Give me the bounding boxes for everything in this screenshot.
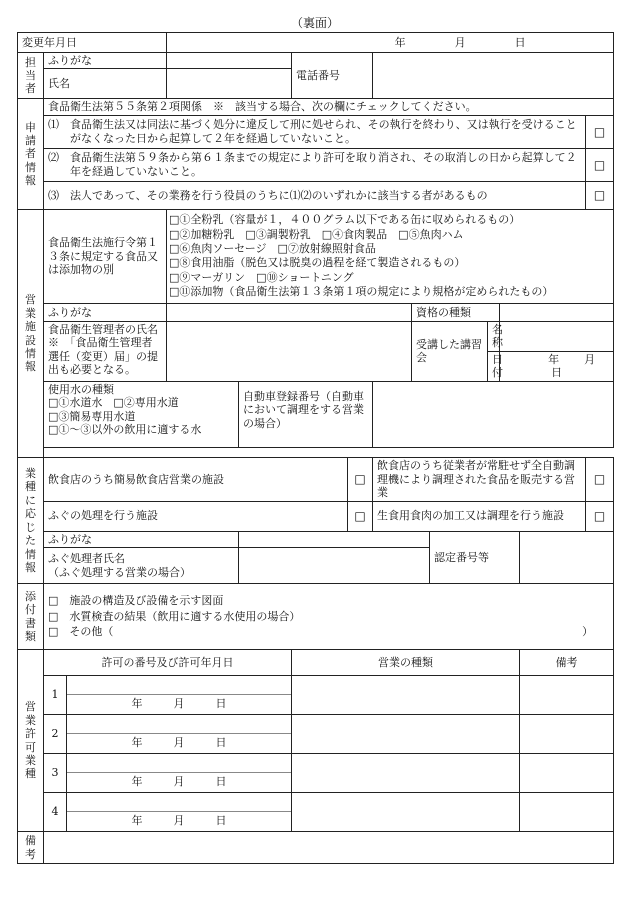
person-furigana-row: [18, 53, 614, 69]
applicant-item-1: [18, 115, 614, 148]
change-date-field[interactable]: [167, 33, 614, 53]
permit-type-field[interactable]: [292, 715, 520, 754]
checkbox[interactable]: □: [348, 501, 373, 531]
water-label: 使用水の種類: [48, 382, 114, 396]
person-furigana-label: ふりがな: [44, 53, 167, 69]
permit-label: 営 業 許 可 業 種: [18, 650, 44, 832]
attachments-label: 添 付 書 類: [18, 584, 44, 650]
attachment-item[interactable]: □ 施設の構造及び設備を示す図面: [48, 593, 224, 607]
permit-remarks-field[interactable]: [520, 793, 614, 832]
permit-row: [18, 715, 614, 754]
person-name-field[interactable]: [167, 69, 292, 99]
fugu-facility-label: ふぐの処理を行う施設: [44, 501, 348, 531]
person-in-charge-label: 担 当 者: [18, 53, 44, 99]
simple-restaurant-label: 飲食店のうち簡易飲食店営業の施設: [44, 458, 348, 501]
permit-row-number: 4: [44, 793, 67, 832]
business-row-2: [18, 501, 614, 531]
fugu-name-label: ふぐ処理者氏名 （ふぐ処理する営業の場合）: [44, 548, 239, 584]
permit-row-number: 3: [44, 754, 67, 793]
permit-row: [18, 793, 614, 832]
attachment-other[interactable]: □ その他（ ）: [48, 625, 594, 639]
auto-cooking-label: 飲食店のうち従業者が常駐せず全自動調理機により調理された食品を販売する営業: [373, 458, 586, 501]
food-type-option[interactable]: □⑥魚肉ソーセージ □⑦放射線照射食品: [169, 242, 376, 256]
water-type: [44, 381, 239, 447]
food-type-option[interactable]: □①全粉乳（容量が１，４００グラム以下である缶に収められるもの）: [169, 213, 521, 227]
course-label: 受講した講習会: [412, 321, 488, 381]
food-type-row: [18, 209, 614, 303]
person-furigana-field[interactable]: [167, 53, 292, 69]
checkbox[interactable]: □: [586, 148, 614, 181]
food-type-option[interactable]: □⑧食用油脂（脱色又は脱臭の過程を経て製造されるもの）: [169, 256, 466, 270]
checkbox[interactable]: □: [586, 115, 614, 148]
year-label: 年: [394, 35, 406, 49]
permit-row-number: 1: [44, 676, 67, 715]
remarks-field[interactable]: [44, 832, 614, 864]
day-label: 日: [514, 35, 526, 49]
permit-row-number: 2: [44, 715, 67, 754]
checkbox[interactable]: □: [586, 181, 614, 209]
checkbox[interactable]: □: [586, 501, 614, 531]
application-form-back: [17, 32, 614, 864]
permit-number-field[interactable]: 年 月 日: [67, 676, 292, 715]
fugu-name-field[interactable]: [239, 548, 430, 584]
person-name-label: 氏名: [44, 69, 167, 99]
vehicle-label: 自動車登録番号（自動車において調理をする営業の場合）: [239, 381, 373, 447]
permit-type-field[interactable]: [292, 754, 520, 793]
manager-furigana-label: ふりがな: [44, 303, 167, 321]
permit-type-field[interactable]: [292, 793, 520, 832]
permit-number-header: 許可の番号及び許可年月日: [44, 650, 292, 676]
item-text: 食品衛生法第５９条から第６１条までの規定により許可を取り消され、その取消しの日から起算して２年を経過していないこと。: [70, 151, 577, 178]
food-type-option[interactable]: □⑪添加物（食品衛生法第１３条第１項の規定により規格が定められたもの）: [169, 284, 554, 298]
course-name-field[interactable]: [500, 321, 614, 351]
vehicle-field[interactable]: [373, 381, 614, 447]
applicant-info-label: 申 請 者 情 報: [18, 99, 44, 209]
course-date-field[interactable]: 年 月日: [500, 351, 614, 381]
food-type-options[interactable]: [167, 209, 614, 303]
spacer-row: [18, 447, 614, 458]
applicant-intro: 食品衛生法第５５条第２項関係 ※ 該当する場合、次の欄にチェックしてください。: [44, 99, 614, 115]
item-text: 食品衛生法又は同法に基づく処分に違反して刑に処せられ、その執行を終わり、又は執行を受けることがなくなった日から起算して２年を経過していないこと。: [70, 118, 577, 145]
cert-no-field[interactable]: [520, 531, 614, 583]
item-mark: ⑶: [48, 188, 59, 202]
applicant-intro-row: [18, 99, 614, 115]
business-type-info-label: 業 種 に 応 じ た 情 報: [18, 458, 44, 584]
checkbox[interactable]: □: [586, 458, 614, 501]
phone-label: 電話番号: [292, 53, 373, 99]
permit-number-field[interactable]: 年 月 日: [67, 793, 292, 832]
item-text: 法人であって、その業務を行う役員のうちに⑴⑵のいずれかに該当する者があるもの: [70, 188, 488, 202]
food-type-label: 食品衛生法施行令第１３条に規定する食品又は添加物の別: [44, 209, 167, 303]
cert-no-label: 認定番号等: [430, 531, 520, 583]
permit-number-field[interactable]: 年 月 日: [67, 715, 292, 754]
applicant-item-2: [18, 148, 614, 181]
manager-name-label: 食品衛生管理者の氏名 ※ 「食品衛生管理者選任（変更）届」の提出も必要となる。: [44, 321, 167, 381]
attachment-item[interactable]: □ 水質検査の結果（飲用に適する水使用の場合）: [48, 609, 301, 623]
food-type-option[interactable]: □②加糖粉乳 □③調製粉乳 □④食肉製品 □⑤魚肉ハム: [169, 227, 464, 241]
water-row: [18, 381, 614, 447]
course-name-label: 名称: [488, 321, 500, 351]
checkbox[interactable]: □: [348, 458, 373, 501]
qualification-label: 資格の種類: [412, 303, 500, 321]
phone-field[interactable]: [373, 53, 614, 99]
raw-meat-label: 生食用食肉の加工又は調理を行う施設: [373, 501, 586, 531]
course-date-label: 日付: [488, 351, 500, 381]
change-date-row: [18, 33, 614, 53]
attachments-row: [18, 584, 614, 650]
item-mark: ⑴: [48, 118, 59, 132]
fugu-furigana-row: [18, 531, 614, 547]
change-date-label: 変更年月日: [18, 33, 167, 53]
remarks-label: 備 考: [18, 832, 44, 864]
water-option[interactable]: □①水道水 □②専用水道: [48, 396, 179, 410]
fugu-furigana-field[interactable]: [239, 531, 430, 547]
permit-row: [18, 676, 614, 715]
permit-type-header: 営業の種類: [292, 650, 520, 676]
manager-furigana-row: [18, 303, 614, 321]
attachments-list: [44, 584, 614, 650]
permit-remarks-field[interactable]: [520, 676, 614, 715]
month-label: 月: [454, 35, 466, 49]
permit-number-field[interactable]: 年 月 日: [67, 754, 292, 793]
item-mark: ⑵: [48, 151, 59, 165]
permit-remarks-field[interactable]: [520, 754, 614, 793]
permit-row: [18, 754, 614, 793]
manager-name-field[interactable]: [167, 321, 412, 381]
business-row-1: [18, 458, 614, 501]
facility-info-label: 営 業 施 設 情 報: [18, 209, 44, 458]
permit-remarks-field[interactable]: [520, 715, 614, 754]
manager-name-row: [18, 321, 614, 351]
food-type-option[interactable]: □⑨マーガリン □⑩ショートニング: [169, 270, 354, 284]
permit-remarks-header: 備考: [520, 650, 614, 676]
page-heading: （裏面）: [290, 16, 339, 30]
fugu-furigana-label: ふりがな: [44, 531, 239, 547]
water-option[interactable]: □①～③以外の飲用に適する水: [48, 423, 202, 437]
applicant-item-3: [18, 181, 614, 209]
permit-header-row: [18, 650, 614, 676]
qualification-field[interactable]: [500, 303, 614, 321]
manager-furigana-field[interactable]: [167, 303, 412, 321]
remarks-row: [18, 832, 614, 864]
water-option[interactable]: □③簡易専用水道: [48, 409, 136, 423]
permit-type-field[interactable]: [292, 676, 520, 715]
